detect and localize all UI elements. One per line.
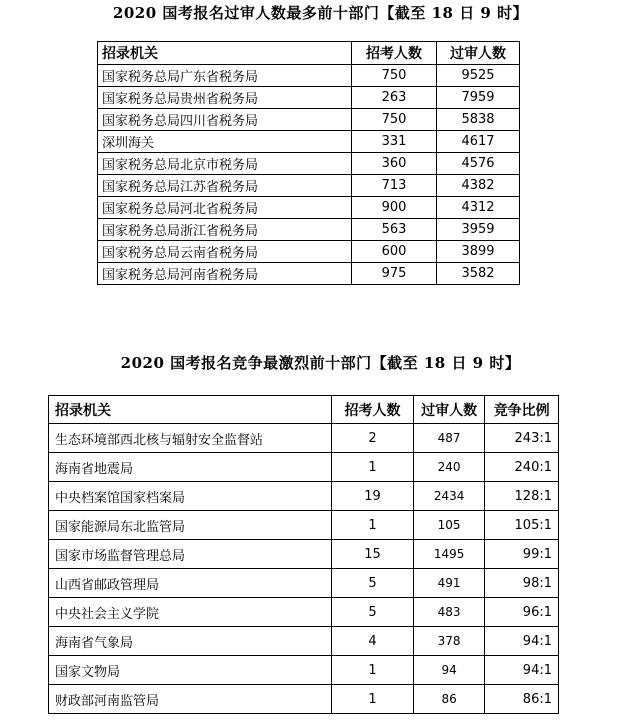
table-row (98, 175, 520, 197)
cell-agency: 海南省地震局 (49, 453, 332, 482)
table-row (98, 87, 520, 109)
cell-approved: 4617 (437, 131, 520, 153)
cell-agency: 国家税务总局浙江省税务局 (98, 219, 352, 241)
cell-quota: 1 (332, 453, 414, 482)
column-header-agency: 招录机关 (49, 396, 332, 424)
table-row (49, 540, 559, 569)
cell-approved: 86 (413, 685, 485, 714)
table-row (98, 241, 520, 263)
cell-agency: 国家税务总局云南省税务局 (98, 241, 352, 263)
table-row (98, 109, 520, 131)
table-row (49, 685, 559, 714)
table-row (49, 598, 559, 627)
cell-quota: 15 (332, 540, 414, 569)
column-header-ratio: 竞争比例 (485, 396, 559, 424)
cell-agency: 国家能源局东北监管局 (49, 511, 332, 540)
cell-quota: 19 (332, 482, 414, 511)
cell-ratio: 86:1 (485, 685, 559, 714)
table-row (49, 627, 559, 656)
cell-quota: 360 (352, 153, 437, 175)
cell-agency: 国家税务总局广东省税务局 (98, 65, 352, 87)
cell-ratio: 98:1 (485, 569, 559, 598)
cell-approved: 3959 (437, 219, 520, 241)
cell-ratio: 105:1 (485, 511, 559, 540)
cell-quota: 1 (332, 685, 414, 714)
cell-approved: 487 (413, 424, 485, 453)
table-row (98, 153, 520, 175)
table-row (98, 219, 520, 241)
table-row (49, 424, 559, 453)
cell-agency: 国家税务总局河南省税务局 (98, 263, 352, 285)
cell-ratio: 240:1 (485, 453, 559, 482)
cell-quota: 975 (352, 263, 437, 285)
table-header-row (98, 42, 520, 65)
cell-approved: 1495 (413, 540, 485, 569)
cell-approved: 378 (413, 627, 485, 656)
cell-approved: 4312 (437, 197, 520, 219)
column-header-approved: 过审人数 (437, 42, 520, 65)
cell-approved: 240 (413, 453, 485, 482)
cell-approved: 9525 (437, 65, 520, 87)
table-row (98, 197, 520, 219)
cell-agency: 山西省邮政管理局 (49, 569, 332, 598)
cell-quota: 750 (352, 109, 437, 131)
cell-agency: 中央档案馆国家档案局 (49, 482, 332, 511)
cell-agency: 中央社会主义学院 (49, 598, 332, 627)
cell-quota: 1 (332, 656, 414, 685)
most-competitive-table (48, 395, 559, 714)
table-row (49, 511, 559, 540)
cell-agency: 生态环境部西北核与辐射安全监督站 (49, 424, 332, 453)
cell-quota: 2 (332, 424, 414, 453)
cell-agency: 国家市场监督管理总局 (49, 540, 332, 569)
column-header-approved: 过审人数 (413, 396, 485, 424)
top-applicants-table (97, 41, 520, 285)
cell-agency: 海南省气象局 (49, 627, 332, 656)
cell-ratio: 243:1 (485, 424, 559, 453)
cell-approved: 3899 (437, 241, 520, 263)
cell-quota: 5 (332, 598, 414, 627)
table2-body (49, 424, 559, 714)
cell-ratio: 99:1 (485, 540, 559, 569)
cell-agency: 国家文物局 (49, 656, 332, 685)
cell-quota: 263 (352, 87, 437, 109)
cell-quota: 600 (352, 241, 437, 263)
cell-quota: 900 (352, 197, 437, 219)
table-row (49, 453, 559, 482)
cell-approved: 5838 (437, 109, 520, 131)
cell-agency: 国家税务总局四川省税务局 (98, 109, 352, 131)
table-row (49, 569, 559, 598)
cell-ratio: 96:1 (485, 598, 559, 627)
table-row (98, 263, 520, 285)
cell-quota: 563 (352, 219, 437, 241)
table-header-row (49, 396, 559, 424)
cell-approved: 491 (413, 569, 485, 598)
cell-agency: 深圳海关 (98, 131, 352, 153)
cell-approved: 4382 (437, 175, 520, 197)
cell-quota: 5 (332, 569, 414, 598)
cell-agency: 国家税务总局河北省税务局 (98, 197, 352, 219)
cell-quota: 331 (352, 131, 437, 153)
cell-approved: 94 (413, 656, 485, 685)
cell-quota: 1 (332, 511, 414, 540)
column-header-quota: 招考人数 (352, 42, 437, 65)
table-row (49, 482, 559, 511)
cell-ratio: 94:1 (485, 627, 559, 656)
cell-ratio: 128:1 (485, 482, 559, 511)
cell-approved: 4576 (437, 153, 520, 175)
cell-agency: 财政部河南监管局 (49, 685, 332, 714)
column-header-agency: 招录机关 (98, 42, 352, 65)
column-header-quota: 招考人数 (332, 396, 414, 424)
cell-quota: 713 (352, 175, 437, 197)
table-row (49, 656, 559, 685)
cell-approved: 2434 (413, 482, 485, 511)
cell-approved: 483 (413, 598, 485, 627)
cell-quota: 4 (332, 627, 414, 656)
cell-ratio: 94:1 (485, 656, 559, 685)
cell-approved: 7959 (437, 87, 520, 109)
cell-approved: 3582 (437, 263, 520, 285)
cell-quota: 750 (352, 65, 437, 87)
cell-agency: 国家税务总局贵州省税务局 (98, 87, 352, 109)
cell-agency: 国家税务总局北京市税务局 (98, 153, 352, 175)
table1-body (98, 65, 520, 285)
table2-title: 2020 国考报名竞争最激烈前十部门【截至 18 日 9 时】 (120, 354, 521, 372)
cell-agency: 国家税务总局江苏省税务局 (98, 175, 352, 197)
table-row (98, 131, 520, 153)
table1-title: 2020 国考报名过审人数最多前十部门【截至 18 日 9 时】 (112, 4, 529, 22)
cell-approved: 105 (413, 511, 485, 540)
table-row (98, 65, 520, 87)
